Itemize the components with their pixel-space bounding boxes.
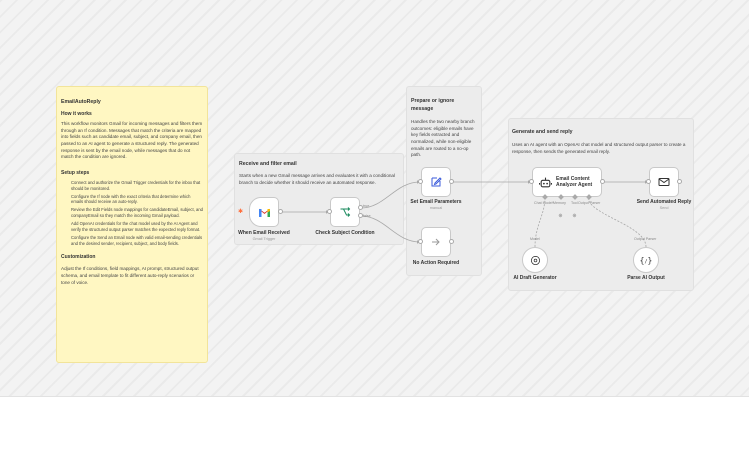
gmail-icon [258,207,271,217]
tool-port-label: Tool [571,201,578,205]
no-action-label: No Action Required [412,260,460,266]
mail-icon [658,177,670,187]
add-memory-icon[interactable]: ⊕ [558,213,563,219]
customization-heading: Customization [61,254,96,261]
no-action-node[interactable] [421,227,451,257]
branch-icon [339,206,351,218]
arrow-right-icon [430,236,442,248]
setup-steps-heading: Setup steps [61,169,90,176]
openai-icon [530,255,541,266]
parse-ai-output-label: Parse AI Output [627,275,665,281]
input-port[interactable] [418,179,423,184]
input-port[interactable] [646,179,651,184]
input-port[interactable] [529,179,534,184]
how-it-works-heading: How it works [61,111,92,117]
email-analyzer-agent-node[interactable] [532,167,602,197]
robot-icon [539,176,552,189]
false-port-label: false [363,214,371,218]
output-port[interactable] [449,239,454,244]
customization-text: Adjust the If conditions, field mappings, AI prompt, structured output schema, and email template to fit different auto-reply scenarios or tone of voice. [61,266,199,285]
gmail-trigger-node[interactable] [249,197,279,227]
setup-step: Add OpenAI credentials for the chat model used by the AI Agent and verify the structured output parser matches the expected reply format. [71,221,201,232]
add-tool-icon[interactable]: ⊕ [572,213,577,219]
output-port[interactable] [449,179,454,184]
generate-title: Generate and send reply [512,129,573,135]
overview-title: EmailAutoReply [61,99,101,105]
send-reply-label: Send Automated Reply [636,199,692,205]
check-condition-node[interactable] [330,197,360,227]
chat-model-port-label: Chat Model* [534,201,554,205]
send-automated-reply-node[interactable] [649,167,679,197]
braces-icon: {/} [639,255,653,265]
gmail-trigger-sub: Gmail Trigger [252,237,276,241]
output-parser-port-label: Output Parser [578,201,601,205]
setup-step: Configure the Send an Email node with valid email-sending credentials and the desired sender, recipient, subject, and body fields. [71,234,203,246]
ai-draft-generator-node[interactable] [522,247,548,273]
output-parser-label: Output Parser [634,237,657,241]
check-condition-label: Check Subject Condition [315,230,375,236]
output-port[interactable] [278,209,283,214]
set-email-parameters-sub: manual [429,206,443,210]
prepare-title: Prepare or ignore message [411,98,455,112]
setup-step: Review the Edit Fields node mappings for candidateEmail, subject, and companyEmail so they match the incoming Gmail payload. [71,207,203,219]
receive-title: Receive and filter email [239,161,297,167]
gmail-trigger-label: When Email Received [238,230,290,236]
setup-step: Configure the If node with the exact criteria that determine which emails should receive an auto-reply. [71,193,191,205]
output-port[interactable] [677,179,682,184]
ai-draft-generator-label: AI Draft Generator [513,275,557,281]
true-port-label: true [363,204,370,208]
wire-false-to-noop [361,216,420,242]
output-port[interactable] [600,179,605,184]
input-port[interactable] [327,209,332,214]
send-reply-sub: Send [659,206,669,210]
receive-text: Starts when a new Gmail message arrives and evaluates it with a conditional branch to decide whether it should receive an automated response. [239,173,396,185]
input-port[interactable] [418,239,423,244]
how-it-works-text: This workflow monitors Gmail for incoming messages and filters them through an If condition. Messages that match the criteria are mapped into fields such as candidate email, subject, and company email, then passed to an AI agent to generate a structured reply. The generated response is sent by the email node, while messages that do not match the condition are ignored. [61,121,203,160]
prepare-text: Handles the two nearby branch outcomes: eligible emails have key fields extracted and normalized, while non-eligible emails are routed to a no-op path. [411,119,475,158]
trigger-bolt-icon: ✱ [238,209,244,215]
edit-icon [430,176,442,188]
memory-port-label: Memory [553,201,566,205]
parse-ai-output-node[interactable] [633,247,659,273]
setup-step: Connect and authorize the Gmail Trigger credentials for the inbox that should be monitored. [71,179,201,191]
model-port-label: Model [530,237,540,241]
set-email-parameters-label: Set Email Parameters [410,199,462,205]
generate-text: Uses an AI agent with an OpenAI chat model and structured output parser to create a response, then sends the generated email reply. [512,142,686,154]
set-email-parameters-node[interactable] [421,167,451,197]
agent-label: Email Content Analyzer Agent [556,176,593,188]
